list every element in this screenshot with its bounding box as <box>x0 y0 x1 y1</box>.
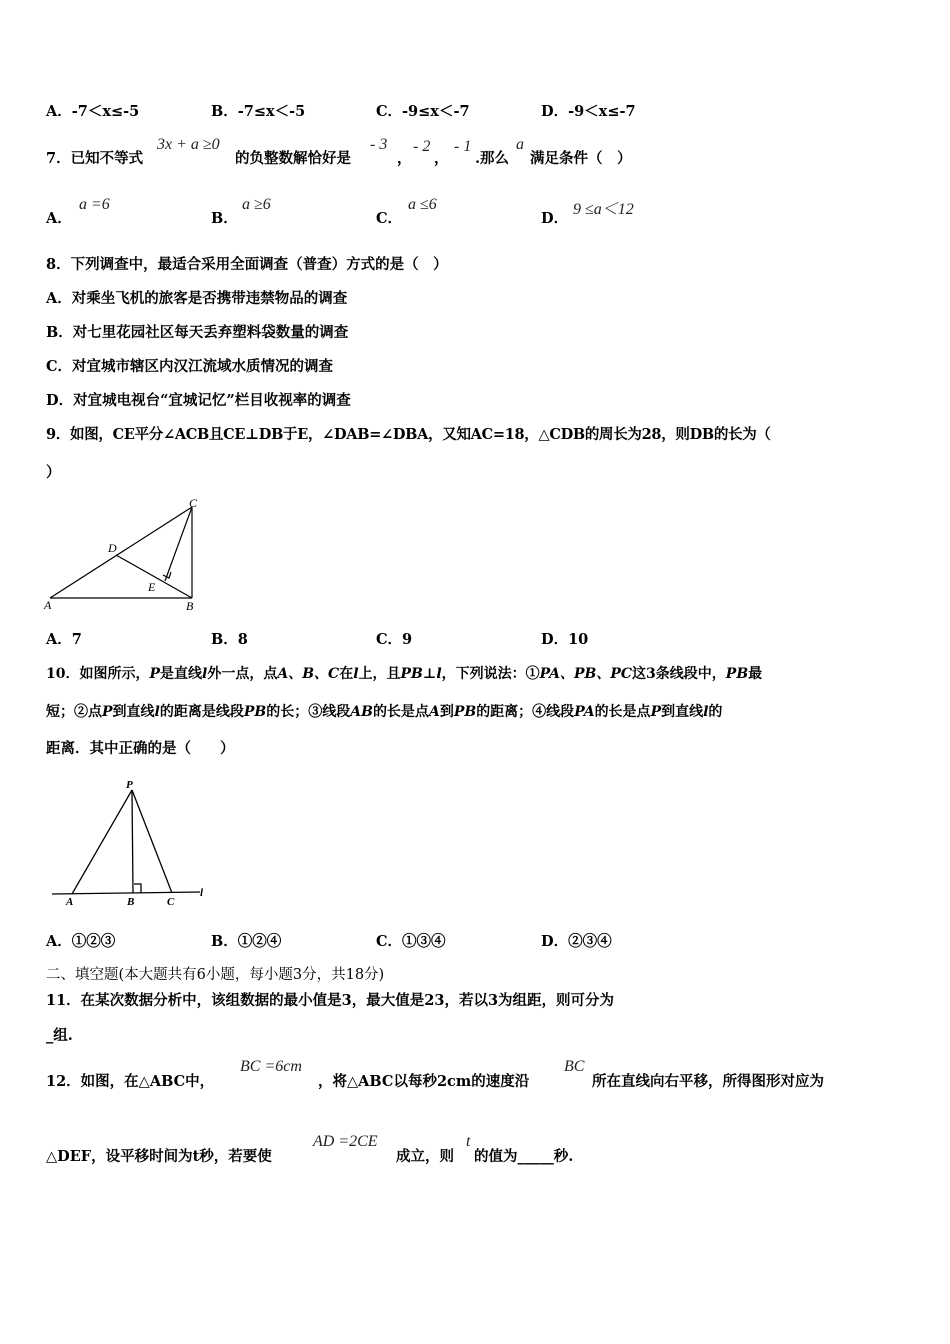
q12-ad-equation: AD =2CE <box>313 1133 378 1150</box>
q10-right-angle-mark <box>134 884 141 893</box>
q10-label-l: l <box>200 887 204 899</box>
q9-label-a: A <box>44 598 52 612</box>
q10-option-c: C．①③④ <box>376 933 446 950</box>
q7-option-d: 9 ≤a＜12 <box>573 201 634 218</box>
q11-line2: _组. <box>46 1027 73 1044</box>
q6-option-a: A．-7＜x≤-5 <box>46 103 140 120</box>
q10-line3: 距离．其中正确的是（ ） <box>46 740 235 757</box>
q10-option-a: A．①②③ <box>46 933 116 950</box>
q7-comma-1: ， <box>397 150 412 167</box>
q10-label-b: B <box>127 896 135 908</box>
q9-line-ac <box>50 507 192 598</box>
section-2-heading: 二、填空题(本大题共有6小题，每小题3分，共18分) <box>46 967 385 983</box>
q10-label-a: A <box>66 896 74 908</box>
q8-option-c: C．对宜城市辖区内汉江流域水质情况的调查 <box>46 358 334 375</box>
q7-stem-prefix: 7．已知不等式 <box>46 150 144 167</box>
q7-inequality: 3x + a ≥0 <box>157 136 220 153</box>
q8-stem: 8．下列调查中，最适合采用全面调查（普查）方式的是（ ） <box>46 256 448 273</box>
q10-line-pc <box>132 790 172 893</box>
q10-point-line-figure <box>50 778 220 908</box>
q7-value-2: - 2 <box>413 138 431 155</box>
q7-option-c: a ≤6 <box>408 196 437 213</box>
q12-line1-a: 12．如图，在△ABC中， <box>46 1073 215 1090</box>
q7-value-3: - 1 <box>454 138 472 155</box>
q12-bc-equation: BC =6cm <box>240 1058 302 1075</box>
q9-option-d: D．10 <box>541 631 589 648</box>
q10-line-pa <box>72 790 132 894</box>
q7-stem-post: .那么 <box>475 150 510 167</box>
q9-triangle-figure <box>40 495 210 615</box>
q10-label-p: P <box>126 779 133 791</box>
q8-option-a: A．对乘坐飞机的旅客是否携带违禁物品的调查 <box>46 290 348 307</box>
q10-line-pb <box>132 790 133 893</box>
q9-stem-line2: ） <box>46 464 61 481</box>
q7-option-b-label: B． <box>211 210 238 227</box>
q9-label-d: D <box>108 541 117 555</box>
q9-option-c: C．9 <box>376 631 413 648</box>
q7-stem-mid: 的负整数解恰好是 <box>235 150 351 167</box>
q9-label-e: E <box>148 580 156 594</box>
q12-variable-t: t <box>466 1133 471 1150</box>
q12-line2-c: 的值为_____秒. <box>474 1148 574 1165</box>
q8-option-d: D．对宜城电视台“宜城记忆”栏目收视率的调查 <box>46 392 351 409</box>
q12-line1-b: ，将△ABC以每秒2cm的速度沿 <box>318 1073 530 1090</box>
q9-stem-line1: 9．如图，CE平分∠ACB且CE⊥DB于E，∠DAB=∠DBA，又知AC=18，△CDB的周长为28，则DB的长为（ <box>46 426 771 443</box>
q10-label-c: C <box>167 896 175 908</box>
q8-option-b: B．对七里花园社区每天丢弃塑料袋数量的调查 <box>46 324 349 341</box>
q7-option-c-label: C． <box>376 210 403 227</box>
q7-value-1: - 3 <box>370 136 388 153</box>
q11-line1: 11．在某次数据分析中，该组数据的最小值是3，最大值是23，若以3为组距，则可分为 <box>46 992 615 1009</box>
q7-option-b: a ≥6 <box>242 196 271 213</box>
q10-option-b: B．①②④ <box>211 933 282 950</box>
q9-label-c: C <box>189 496 198 510</box>
q9-line-ce <box>165 507 192 581</box>
q12-line1-c: 所在直线向右平移，所得图形对应为 <box>592 1073 824 1090</box>
q10-line2: 短；②点P到直线l的距离是线段PB的长；③线段AB的长是点A到PB的距离；④线段PA的长是点P到直线l的 <box>46 704 723 720</box>
q6-option-b: B．-7≤x＜-5 <box>211 103 306 120</box>
q10-option-d: D．②③④ <box>541 933 612 950</box>
q9-option-b: B．8 <box>211 631 248 648</box>
q6-option-c: C．-9≤x＜-7 <box>376 103 470 120</box>
q12-line2-a: △DEF，设平移时间为t秒，若要使 <box>46 1148 272 1165</box>
q6-option-d: D．-9＜x≤-7 <box>541 103 636 120</box>
q9-option-a: A．7 <box>46 631 82 648</box>
q12-bc: BC <box>564 1058 585 1075</box>
q9-label-b: B <box>186 599 194 613</box>
q7-option-a-label: A． <box>46 210 72 227</box>
q7-variable-a: a <box>516 136 524 153</box>
q7-comma-2: ， <box>434 150 449 167</box>
q10-line1: 10．如图所示，P是直线l外一点，点A、B、C在l上，且PB⊥l，下列说法：①PA、PB、PC这3条线段中，PB最 <box>46 666 763 682</box>
q7-stem-end: 满足条件（ ） <box>530 150 632 167</box>
q10-line-l <box>52 892 200 894</box>
q7-option-a: a =6 <box>79 196 110 213</box>
q12-line2-b: 成立，则 <box>396 1148 454 1165</box>
q7-option-d-label: D． <box>541 210 569 227</box>
